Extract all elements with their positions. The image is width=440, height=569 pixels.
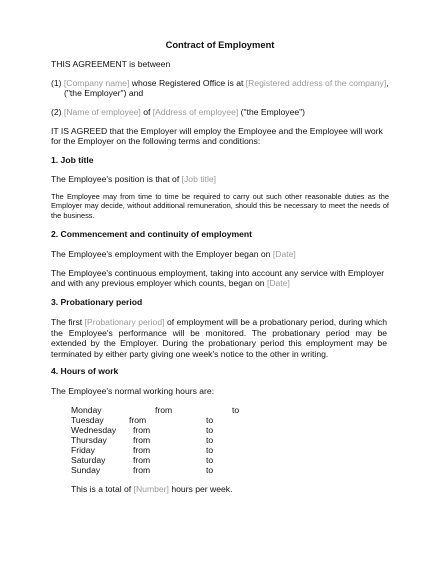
employee-address-placeholder: [Address of employee] xyxy=(152,107,239,117)
from-label: from xyxy=(133,425,151,435)
from-label: from xyxy=(133,455,151,465)
number-placeholder: [Number] xyxy=(133,484,169,494)
probation-first: The first xyxy=(51,317,83,327)
company-address-placeholder: [Registered address of the company] xyxy=(245,78,387,88)
party-1-comma: , xyxy=(386,78,389,88)
day-label: Friday xyxy=(71,445,95,455)
party-2-text: ("the Employee") xyxy=(240,107,306,117)
day-label: Wednesday xyxy=(71,425,117,435)
section-2-heading: 2. Commencement and continuity of employment xyxy=(51,229,253,239)
to-label: to xyxy=(206,435,214,445)
agreed-line-1: IT IS AGREED that the Employer will employ the Employee and the Employee will work xyxy=(51,126,383,136)
to-label: to xyxy=(232,405,240,415)
job-title-prefix: The Employee's position is that of xyxy=(51,174,180,184)
from-label: from xyxy=(133,435,151,445)
continuous-line-2 xyxy=(51,278,290,289)
section-3-heading: 3. Probationary period xyxy=(51,297,143,307)
start-date-placeholder: [Date] xyxy=(272,249,296,259)
total-prefix: This is a total of xyxy=(71,484,132,494)
from-label: from xyxy=(133,465,151,475)
began-prefix: The Employee's employment with the Employer began on xyxy=(51,249,271,259)
probation-text: of employment will be a probationary period, during which the Employee's performance will be monitored. The probationary period may be extended by the Employer. During the probationary period this employment may be terminated by either party giving one week's notice to the other in writing. xyxy=(51,317,387,359)
to-label: to xyxy=(206,425,214,435)
section-4-heading: 4. Hours of work xyxy=(51,366,119,376)
continuous-line-1: The Employee's continuous employment, taking into account any service with Employer xyxy=(51,268,385,278)
section-1-heading: 1. Job title xyxy=(51,155,94,165)
party-2-number: (2) xyxy=(51,107,62,117)
employee-name-placeholder: [Name of employee] xyxy=(63,107,141,117)
day-label: Tuesday xyxy=(71,415,104,425)
company-name-placeholder: [Company name] xyxy=(63,78,130,88)
total-hours-line xyxy=(71,484,232,495)
agreed-line-2: for the Employer on the following terms and conditions: xyxy=(51,136,261,146)
day-label: Thursday xyxy=(71,435,107,445)
from-label: from xyxy=(129,415,147,425)
day-label: Sunday xyxy=(71,465,101,475)
party-2-line xyxy=(51,107,305,118)
continuous-prefix: and with any previous employer which counts, began on xyxy=(51,278,265,288)
to-label: to xyxy=(206,415,214,425)
to-label: to xyxy=(206,445,214,455)
to-label: to xyxy=(206,455,214,465)
party-2-of: of xyxy=(143,107,151,117)
total-suffix: hours per week. xyxy=(171,484,233,494)
job-title-placeholder: [Job title] xyxy=(181,174,217,184)
to-label: to xyxy=(206,465,214,475)
document-title: Contract of Employment xyxy=(165,39,275,50)
continuous-date-placeholder: [Date] xyxy=(266,278,290,288)
party-1-line-1 xyxy=(51,78,389,89)
party-1-number: (1) xyxy=(51,78,62,88)
began-line xyxy=(51,249,296,260)
from-label: from xyxy=(155,405,173,415)
probation-period-placeholder: [Probationary period] xyxy=(84,317,165,327)
hours-intro: The Employee's normal working hours are: xyxy=(51,386,215,396)
day-label: Saturday xyxy=(71,455,106,465)
duties-paragraph: The Employee may from time to time be required to carry out such other reasonable duties as the Employer may decide, without additional remuneration, should this be necessary to meet the needs of the business. xyxy=(51,192,389,220)
from-label: from xyxy=(133,445,151,455)
party-1-text: whose Registered Office is at xyxy=(131,78,244,88)
party-1-line-2: ("the Employer") and xyxy=(64,88,144,98)
job-title-line xyxy=(51,174,216,185)
probation-paragraph xyxy=(51,317,387,359)
agreement-intro: THIS AGREEMENT is between xyxy=(51,59,171,69)
day-label: Monday xyxy=(71,405,102,415)
